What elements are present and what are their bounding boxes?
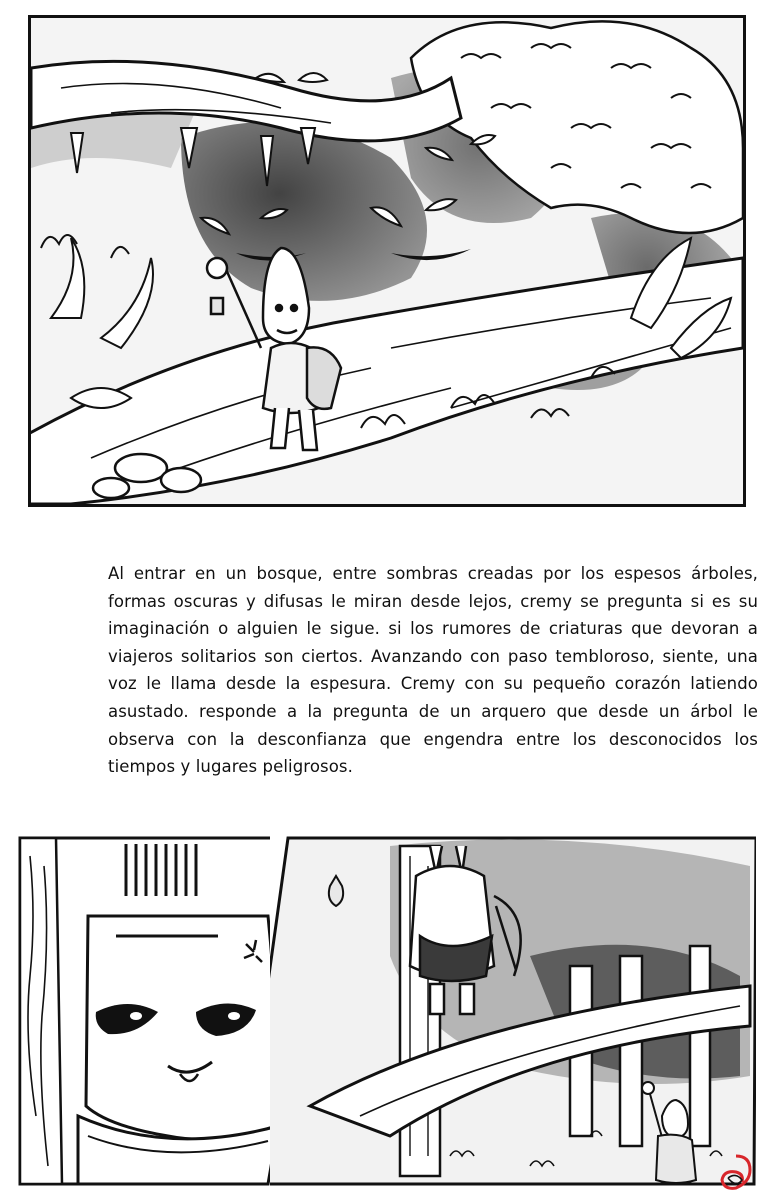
narration-text: Al entrar en un bosque, entre sombras creadas por los espesos árboles, formas oscuras y difusas le miran desde lejos, cremy se pregunta si es su imaginación o alguien le sigue. si los rumores de criaturas que devoran a viajeros solitarios son ciertos. Avanzando con paso tembloroso, siente, una voz le llama desde la espesura. Cremy con su pequeño corazón latiendo asustado. responde a la pregunta de un arquero que desde un árbol le observa con la desconfianza que engendra entre los desconocidos los tiempos y lugares peligrosos. bbox=[108, 564, 758, 777]
archer-illustration bbox=[270, 836, 756, 1186]
artist-signature bbox=[718, 1152, 754, 1192]
archer-panel bbox=[270, 836, 756, 1186]
forest-panel bbox=[28, 15, 746, 507]
forest-illustration bbox=[31, 18, 743, 504]
